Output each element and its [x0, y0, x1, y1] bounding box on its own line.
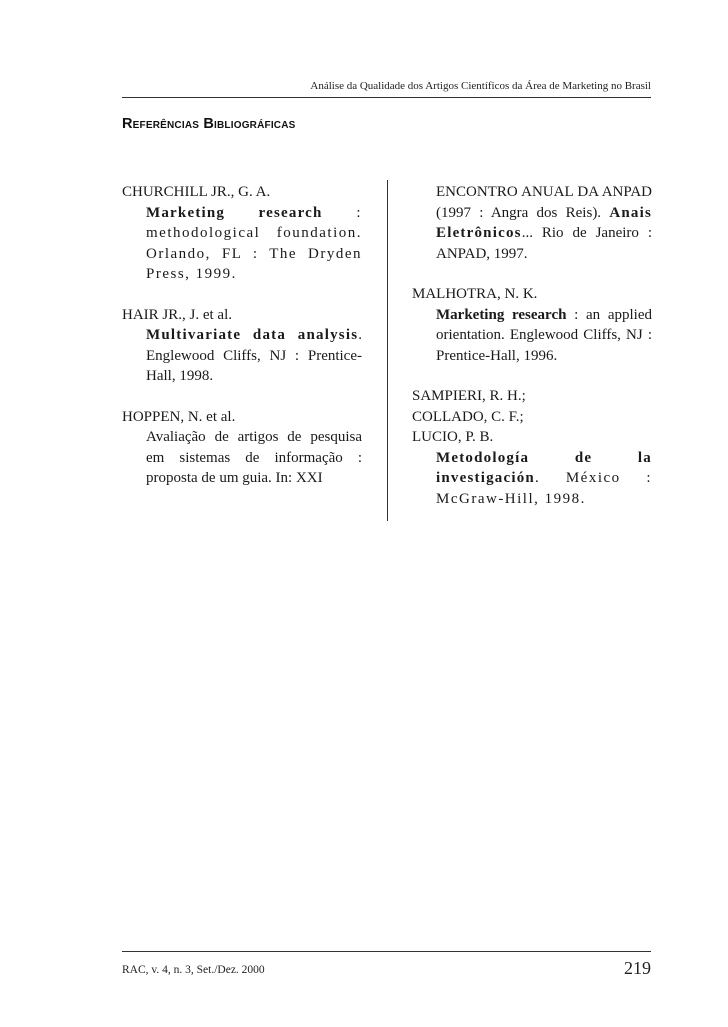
reference-entry [122, 182, 362, 285]
reference-continuation: ENCONTRO ANUAL DA ANPAD (1997 : Angra dos Reis). [436, 184, 652, 221]
reference-publication: : methodological foundation. Orlando, FL : The Dryden Press, 1999. [146, 204, 362, 282]
reference-publication: . México : McGraw-Hill, 1998. [436, 470, 652, 507]
reference-detail [436, 182, 652, 264]
reference-author: HOPPEN, N. et al. [122, 408, 236, 425]
right-column [412, 182, 652, 509]
reference-publication: ... Rio de Janeiro : ANPAD, 1997. [436, 225, 652, 262]
reference-author: HAIR JR., J. et al. [122, 306, 232, 323]
reference-title: Marketing research [436, 306, 567, 323]
reference-entry [122, 407, 362, 489]
reference-entry [122, 305, 362, 387]
column-divider [387, 180, 388, 521]
page-number: 219 [624, 958, 651, 978]
reference-author: MALHOTRA, N. K. [412, 286, 538, 302]
running-header: Análise da Qualidade dos Artigos Científicos da Área de Marketing no Brasil [310, 80, 651, 92]
left-column [122, 182, 362, 489]
reference-detail [146, 427, 362, 489]
reference-author: COLLADO, C. F.; [412, 408, 524, 425]
reference-publication: Avaliação de artigos de pesquisa em sistemas de informação : proposta de um guia. In: XXI [146, 429, 362, 486]
reference-author: SAMPIERI, R. H.; [412, 388, 526, 404]
reference-entry [412, 182, 652, 264]
reference-author: CHURCHILL JR., G. A. [122, 184, 271, 200]
reference-entry [412, 386, 652, 509]
reference-detail [146, 325, 362, 387]
reference-detail [146, 203, 362, 285]
reference-detail [436, 305, 652, 367]
reference-detail [436, 448, 652, 510]
section-title: Referências Bibliográficas [122, 116, 296, 132]
reference-title: Metodología de la investigación [436, 449, 652, 486]
reference-entry [412, 284, 652, 366]
footer-citation: RAC, v. 4, n. 3, Set./Dez. 2000 [122, 964, 265, 976]
reference-publication: : an applied orientation. Englewood Cliffs, NJ : Prentice-Hall, 1996. [436, 306, 653, 364]
header-rule [122, 97, 651, 98]
reference-title: Anais Eletrônicos [436, 204, 652, 241]
reference-publication: . Englewood Cliffs, NJ : Prentice-Hall, 1998. [146, 327, 362, 384]
reference-title: Multivariate data analysis [146, 327, 359, 343]
reference-title: Marketing research [146, 204, 323, 221]
footer-rule [122, 951, 651, 952]
reference-author: LUCIO, P. B. [412, 429, 494, 445]
